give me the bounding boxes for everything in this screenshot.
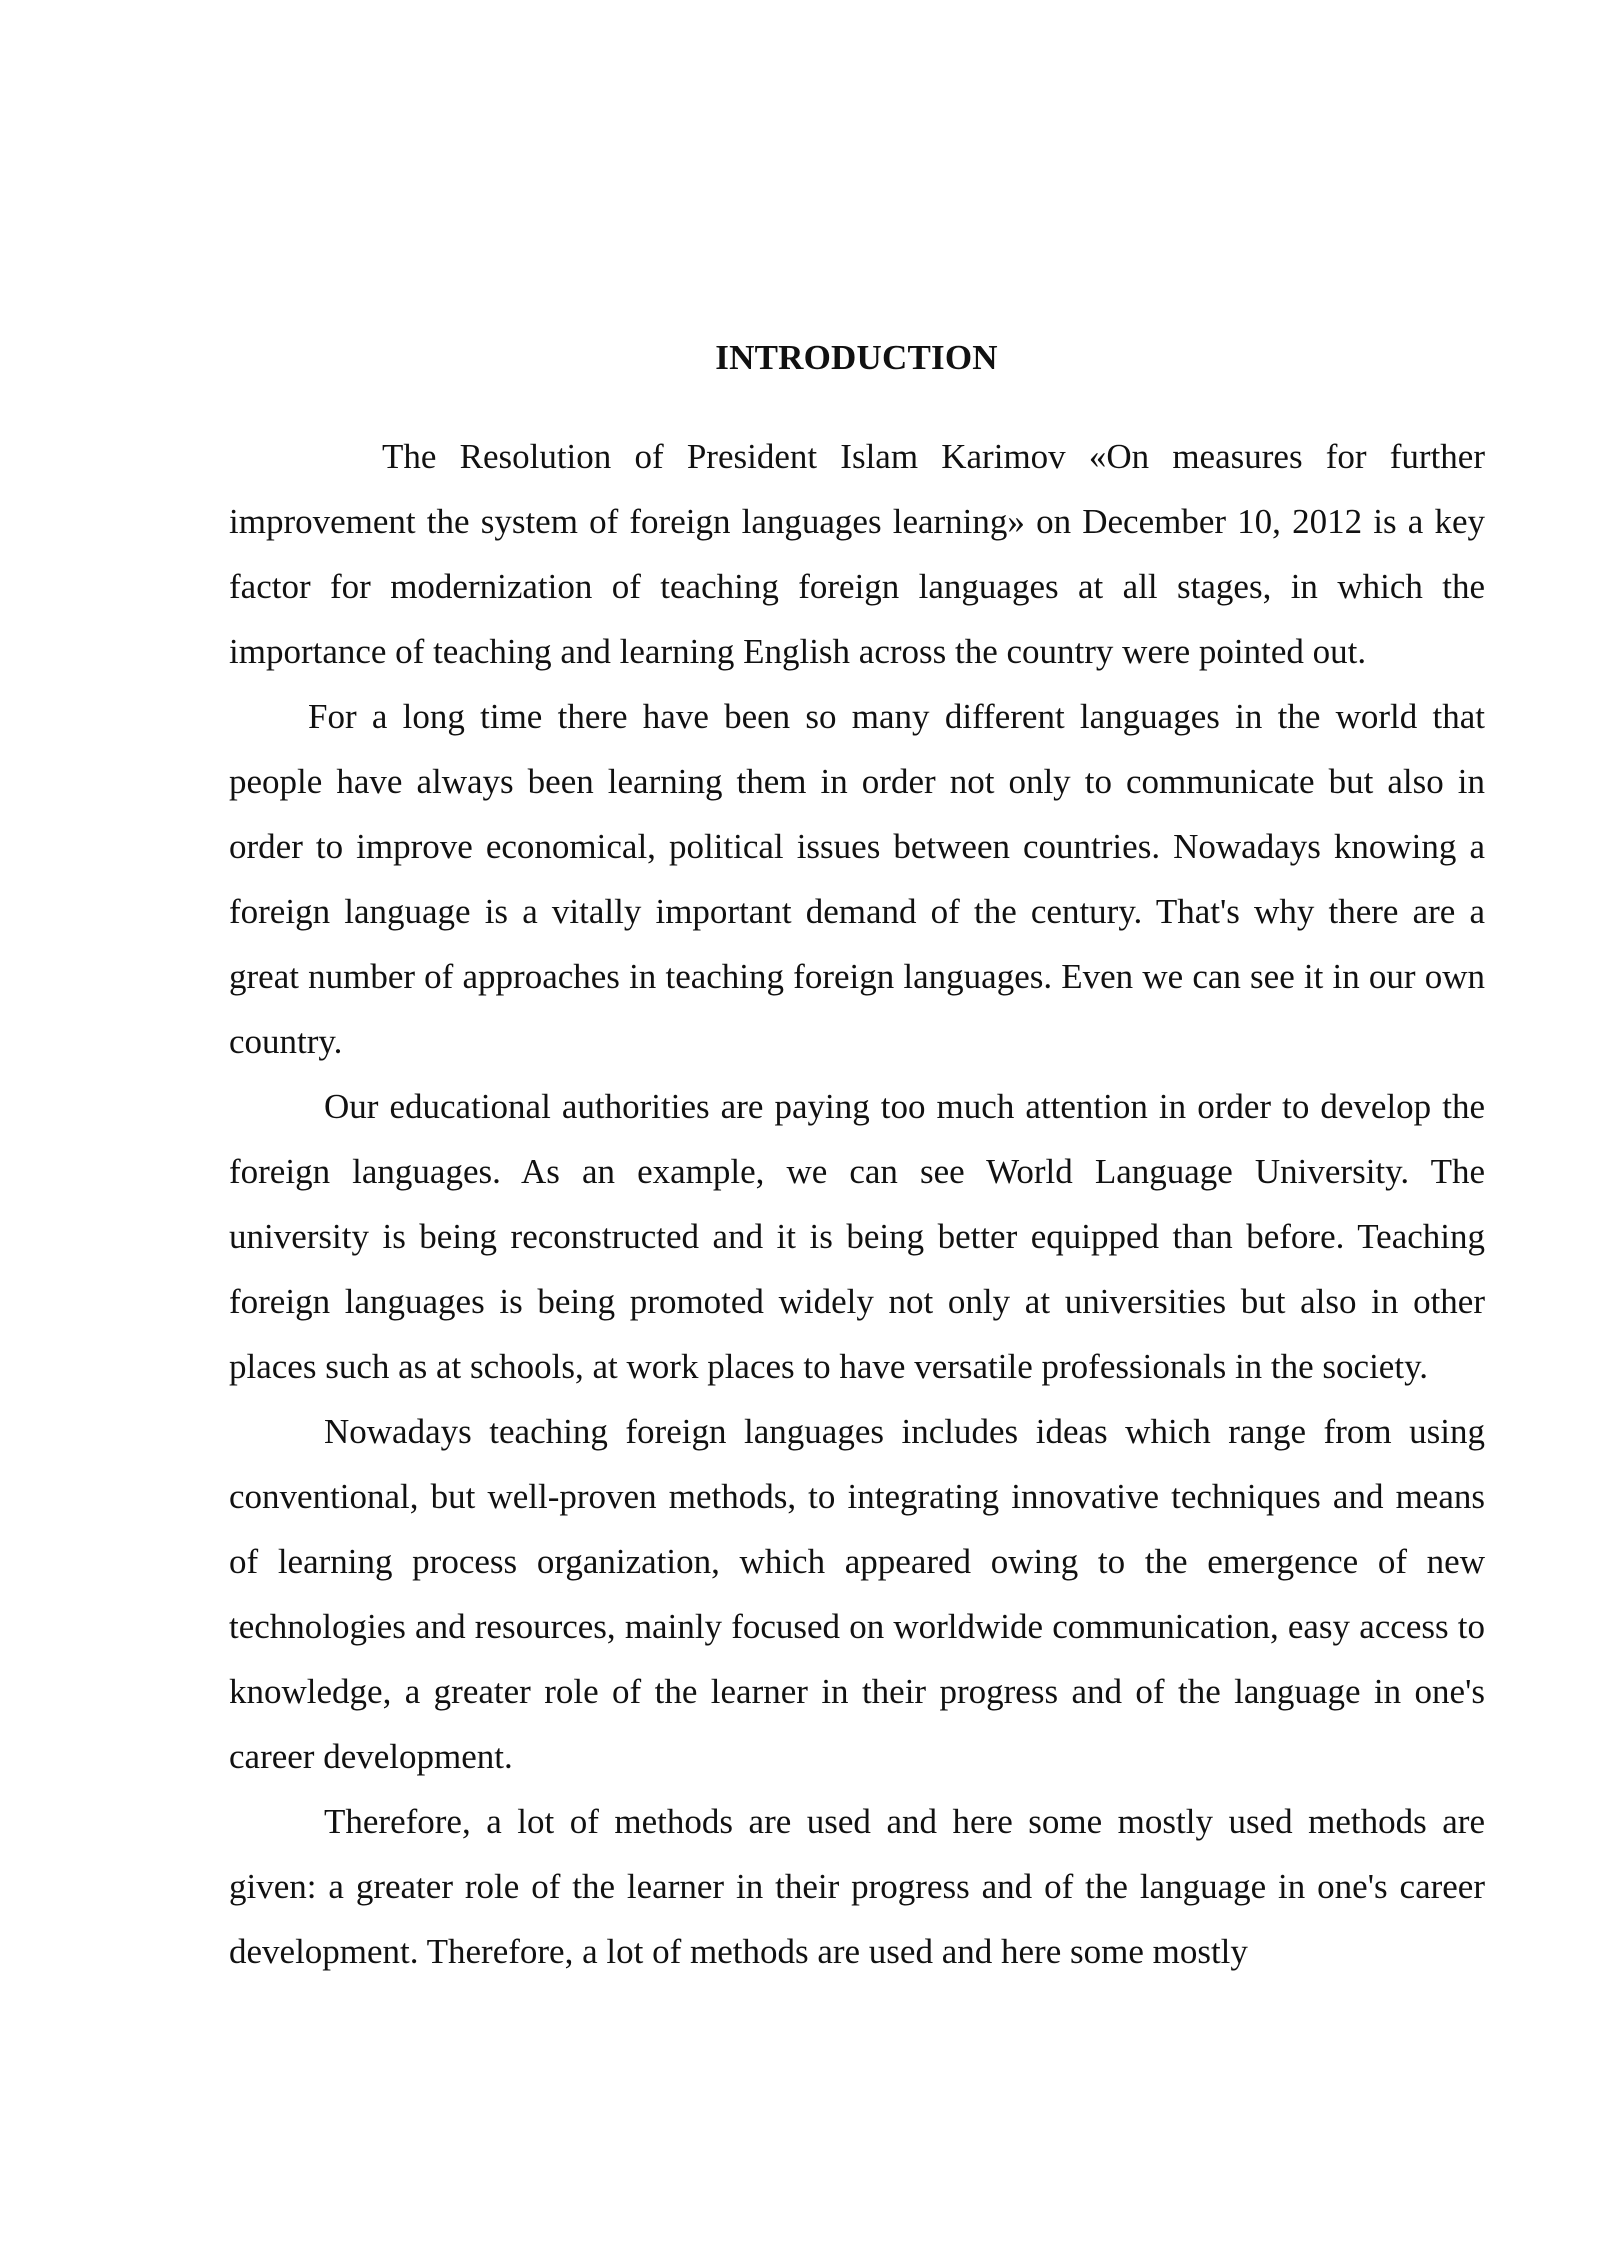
paragraph-4: Nowadays teaching foreign languages includes ideas which range from using conventional, but well-proven methods, to integrating innovative techniques and means of learning process organization, which appeared owing to the emergence of new technologies and resources, mainly focused on worldwide communication, easy access to knowledge, a greater role of the learner in their progress and of the language in one's career development. [229,1412,1485,1776]
paragraph-5: Therefore, a lot of methods are used and here some mostly used methods are given: a greater role of the learner in their progress and of the language in one's career development. Therefore, a lot of methods are used and here some mostly [229,1802,1485,1971]
heading-container [229,336,1484,380]
paragraph-3: Our educational authorities are paying too much attention in order to develop the foreign languages. As an example, we can see World Language University. The university is being reconstructed and it is being better equipped than before. Teaching foreign languages is being promoted widely not only at universities but also in other places such as at schools, at work places to have versatile professionals in the society. [229,1087,1485,1386]
paragraph-1: The Resolution of President Islam Karimov «On measures for further improvement the system of foreign languages learning» on December 10, 2012 is a key factor for modernization of teaching foreign languages at all stages, in which the importance of teaching and learning English across the country were pointed out. [229,437,1485,671]
page-title: INTRODUCTION [715,338,998,377]
document-body [229,424,1485,1984]
paragraph-2: For a long time there have been so many different languages in the world that people have always been learning them in order not only to communicate but also in order to improve economical, political issues between countries. Nowadays knowing a foreign language is a vitally important demand of the century. That's why there are a great number of approaches in teaching foreign languages. Even we can see it in our own country. [229,697,1485,1061]
